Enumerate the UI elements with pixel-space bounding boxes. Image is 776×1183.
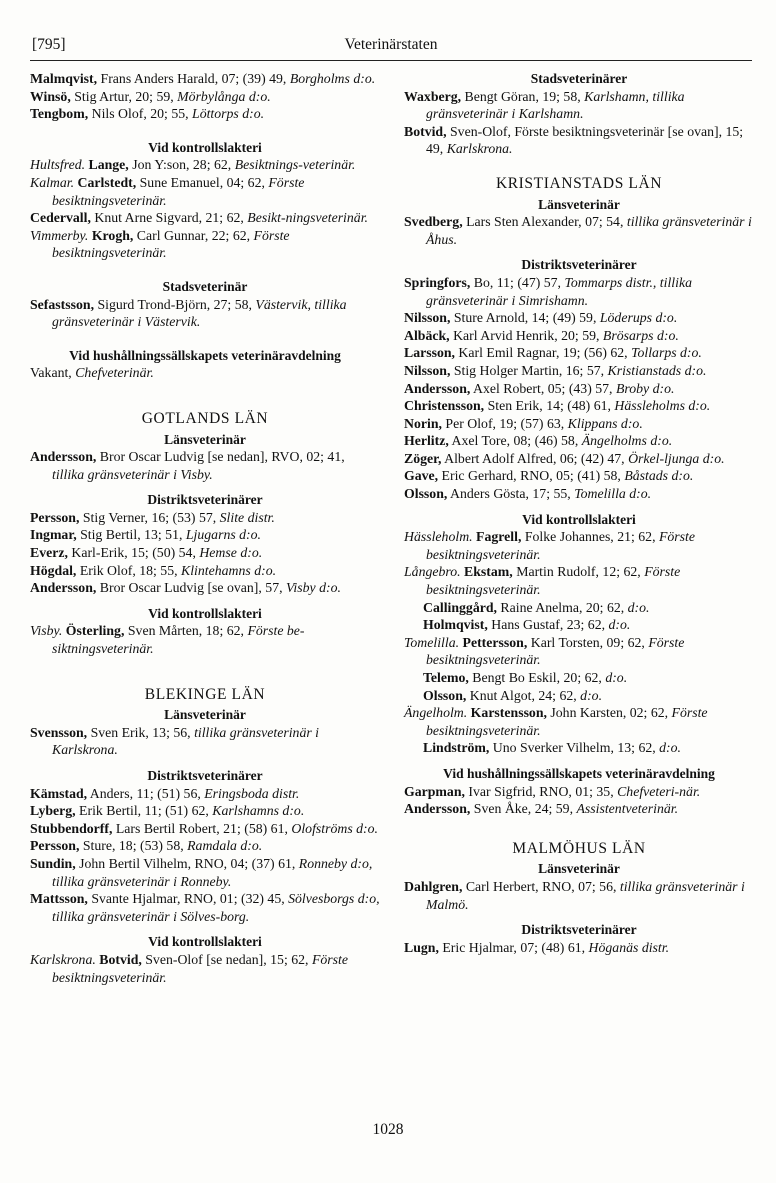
list-item [30,951,380,986]
entry-title: Löttorps d:o. [192,106,265,122]
entry-name: Carlstedt, [74,174,137,190]
entry-name: Andersson, [30,580,97,596]
list-item [404,432,754,450]
entry-details: Sture Arnold, 14; (49) 59, [450,310,600,326]
entry-name: Krogh, [88,227,134,243]
section-heading: Vid kontrollslakteri [148,139,262,155]
entry-title: Båstads d:o. [624,468,694,484]
entry-name: Mattsson, [30,891,88,907]
list-item [404,213,754,248]
gotland-kontroll-list [30,622,380,657]
section-heading: Länsveterinär [538,196,620,212]
entry-title: Förste besiktningsveterinär. [426,634,685,668]
list-item [30,105,380,123]
entry-name: Persson, [30,509,80,525]
list-item [30,174,380,209]
entry-details: Knut Arne Sigvard, 21; 62, [90,210,248,226]
entry-title: Örkel-ljunga d:o. [628,450,725,466]
entry-title: Klintehamns d:o. [181,562,277,578]
entry-name: Lugn, [404,939,439,955]
entry-name: Andersson, [404,801,471,817]
entry-name: Herlitz, [404,433,449,449]
entry-name: Nilsson, [404,362,451,378]
entry-name: Everz, [30,545,68,561]
entry-name: Högdal, [30,562,77,578]
entry-name: Christensson, [404,398,485,414]
list-item [404,467,754,485]
county-heading-blekinge: BLEKINGE LÄN [144,685,266,703]
entry-name: Malmqvist, [30,71,98,86]
list-item [404,783,754,801]
entry-details: Hans Gustaf, 23; 62, [487,617,609,633]
entry-details: Ivar Sigfrid, RNO, 01; 35, [464,783,618,799]
kristianstad-lansveterinar-list [404,213,754,248]
entry-details: Stig Verner, 16; (53) 57, [79,509,220,525]
entry-name: Larsson, [404,345,455,361]
entry-details: John Karsten, 02; 62, [546,705,672,721]
entry-title: tillika gränsveterinär i Åhus. [426,214,752,247]
entry-name: Karstensson, [467,705,547,721]
entry-details: Karl Emil Ragnar, 19; (56) 62, [454,345,632,361]
list-item [30,785,380,803]
entry-name: Garpman, [404,783,465,799]
county-heading-gotland: GOTLANDS LÄN [141,409,269,427]
entry-details: Erik Olof, 18; 55, [76,562,182,578]
entry-name: Stubbendorff, [30,820,113,836]
list-item [404,88,754,123]
entry-details: Nils Olof, 20; 55, [88,106,193,122]
entry-title: Mörbylånga d:o. [177,88,271,104]
blekinge-distrikt-list [30,785,380,926]
entry-name: Telemo, [423,670,469,685]
blekinge-kontroll-list [30,951,380,986]
entry-title: Kristianstads d:o. [607,362,707,378]
entry-details: Stig Holger Martin, 16; 57, [450,362,608,378]
kalmar-stadsveterinar-list [30,296,380,331]
entry-details: Bror Oscar Ludvig [se nedan], RVO, 02; 41, [96,449,345,465]
entry-details: Sven Mårten, 18; 62, [124,623,248,639]
entry-name: Ingmar, [30,527,77,543]
entry-details: Carl Gunnar, 22; 62, [133,227,254,243]
entry-place: Hässleholm. [404,529,473,545]
entry-title: Förste be-siktningsveterinär. [52,623,305,657]
list-item [30,544,380,562]
entry-title: Förste besiktningsveterinär. [426,705,708,738]
section-heading: Länsveterinär [538,861,620,877]
entry-name: Österling, [62,623,125,639]
entry-title: Tollarps d:o. [631,345,702,361]
entry-title: Chefveteri-när. [617,783,701,799]
section-heading: Vid hushållningssällskapets veterinäravdelning [443,765,715,781]
left-column [30,70,380,986]
list-item [30,509,380,527]
entry-title: Karlshamns d:o. [212,803,305,819]
entry-title: Visby d:o. [286,580,341,596]
kalmar-kontrollslakteri-list [30,156,380,262]
entry-name: Botvid, [95,951,142,967]
entry-name: Sundin, [30,855,76,871]
entry-place: Hultsfred. [30,157,86,173]
list-item [30,890,380,925]
entry-name: Andersson, [404,380,471,396]
entry-name: Springfors, [404,274,471,290]
footer-page-number: 1028 [372,1121,404,1138]
list-item [30,296,380,331]
entry-title: Förste besiktningsveterinär. [426,529,696,562]
entry-details: Stig Artur, 20; 59, [70,88,178,104]
entry-title: Hässleholms d:o. [614,398,711,414]
list-item [30,579,380,597]
entry-title: d:o. [580,687,603,703]
entry-details: Eric Gerhard, RNO, 05; (41) 58, [438,468,625,484]
entry-title: Borgholms d:o. [289,71,376,86]
entry-title: Ängelholms d:o. [581,433,673,449]
entry-details: Sven Erik, 13; 56, [87,724,195,740]
entry-name: Gave, [404,468,439,484]
entry-details: Karl Arvid Henrik, 20; 59, [449,327,603,343]
blekinge-lansveterinar-list [30,724,380,759]
entry-details: Eric Hjalmar, 07; (48) 61, [438,939,589,955]
entry-name: Botvid, [404,123,447,139]
entry-details: Anders Gösta, 17; 55, [447,486,575,502]
entry-details: Anders, 11; (51) 56, [87,785,205,801]
list-item [404,634,754,669]
entry-text: Vakant, [30,365,76,381]
entry-place: Karlskrona. [30,951,96,967]
section-heading: Distriktsveterinärer [521,257,637,273]
entry-place: Långebro. [404,564,461,580]
entry-name: Svedberg, [404,214,463,230]
entry-place: Vimmerby. [30,227,89,243]
entry-title: Löderups d:o. [599,310,678,326]
list-item [404,669,754,687]
entry-details: Per Olof, 19; (57) 63, [441,415,568,431]
entry-title: tillika gränsveterinär i Karlskrona. [52,724,319,758]
kristianstad-kontroll-list [404,528,754,757]
entry-details: Sven-Olof, Förste besiktningsveterinär [se ovan], 15; 49, [426,123,744,157]
list-item [404,800,754,818]
entry-title: Ljugarns d:o. [185,527,262,543]
list-item [404,309,754,327]
entry-details: Sven Åke, 24; 59, [470,801,577,817]
list-item [404,939,754,957]
entry-title: Karlskrona. [446,141,513,157]
entry-title: Karlshamn, tillika gränsveterinär i Karlshamn. [426,88,685,122]
list-item [404,616,754,634]
blekinge-stads-list [404,88,754,158]
entry-details: Sigurd Trond-Björn, 27; 58, [94,296,256,312]
list-item [30,622,380,657]
list-item [30,227,380,262]
entry-name: Waxberg, [404,88,462,104]
list-item [404,344,754,362]
entry-details: Uno Sverker Vilhelm, 13; 62, [489,740,660,756]
list-item [30,724,380,759]
entry-details: Axel Robert, 05; (43) 57, [470,380,616,396]
section-heading: Vid kontrollslakteri [522,511,636,527]
right-column [404,70,754,956]
entry-title: Brösarps d:o. [602,327,679,343]
entry-details: Knut Algot, 24; 62, [466,687,581,703]
entry-title: Tommarps distr., tillika gränsveterinär i Simrishamn. [426,274,692,308]
entry-title: Västervik, tillika gränsveterinär i Västervik. [52,296,347,330]
entry-name: Tengbom, [30,106,89,122]
list-item [404,450,754,468]
entry-name: Lindström, [423,740,490,756]
entry-title: Ronneby d:o, tillika gränsveterinär i Ronneby. [52,855,373,889]
entry-name: Callinggård, [423,599,497,615]
entry-name: Svensson, [30,724,88,740]
entry-details: Svante Hjalmar, RNO, 01; (32) 45, [87,891,289,907]
list-item [404,415,754,433]
malmohus-distrikt-list [404,939,754,957]
malmohus-lansveterinar-list [404,878,754,913]
list-item [30,364,380,382]
entry-name: Norin, [404,415,442,431]
entry-details: Carl Herbert, RNO, 07; 56, [462,878,620,894]
entry-details: Sune Emanuel, 04; 62, [136,174,269,190]
list-item [30,448,380,483]
entry-title: Förste besiktningsveterinär. [52,227,290,261]
entry-details: Jon Y:son, 28; 62, [128,157,235,173]
entry-title: Besiktnings-veterinär. [234,157,356,173]
entry-details: Erik Bertil, 11; (51) 62, [75,803,213,819]
entry-title: Chefveterinär. [75,365,154,381]
list-item [404,687,754,705]
section-heading: Stadsveterinär [162,278,248,294]
entry-details: Lars Bertil Robert, 21; (58) 61, [112,820,292,836]
entry-name: Olsson, [423,687,467,703]
entry-details: Lars Sten Alexander, 07; 54, [462,214,627,230]
entry-details: Sten Erik, 14; (48) 61, [484,398,615,414]
section-heading: Vid kontrollslakteri [148,934,262,950]
entry-name: Lyberg, [30,803,76,819]
entry-details: Bo, 11; (47) 57, [470,274,565,290]
list-item [404,704,754,739]
section-heading: Länsveterinär [164,707,246,723]
list-item [30,837,380,855]
list-item [404,485,754,503]
entry-name: Nilsson, [404,310,451,326]
entry-title: Klippans d:o. [567,415,643,431]
entry-name: Kämstad, [30,785,88,801]
kalmar-continued-entries [30,70,380,123]
entry-details: Sven-Olof [se nedan], 15; 62, [141,951,312,967]
entry-name: Holmqvist, [423,617,488,633]
entry-details: Karl Torsten, 09; 62, [527,634,649,650]
list-item [30,156,380,174]
entry-details: Bengt Göran, 19; 58, [461,88,585,104]
list-item [30,88,380,106]
county-heading-malmohus: MALMÖHUS LÄN [512,839,646,857]
entry-title: Olofströms d:o. [291,820,378,836]
section-heading: Stadsveterinärer [530,71,628,86]
section-heading: Vid hushållningssällskapets veterinäravdelning [69,347,341,363]
kristianstad-hush-list [404,783,754,818]
entry-name: Pettersson, [459,634,528,650]
entry-title: tillika gränsveterinär i Malmö. [426,878,745,912]
entry-name: Andersson, [30,449,97,465]
entry-name: Albäck, [404,327,450,343]
gotland-lansveterinar-list [30,448,380,483]
section-heading: Distriktsveterinärer [147,492,263,508]
list-item [30,526,380,544]
entry-name: Lange, [85,157,129,173]
list-item [404,878,754,913]
list-item [404,599,754,617]
list-item [404,327,754,345]
header-page-number: [795] [32,36,66,53]
list-item [404,563,754,598]
list-item [404,739,754,757]
entry-name: Zöger, [404,450,442,466]
entry-title: Förste besiktningsveterinär. [426,564,681,598]
entry-title: Förste besiktningsveterinär. [52,174,305,208]
running-header [30,34,752,61]
section-heading: Distriktsveterinärer [521,922,637,938]
entry-title: d:o. [608,617,631,633]
list-item [404,362,754,380]
entry-details: Raine Anelma, 20; 62, [496,599,628,615]
entry-details: John Bertil Vilhelm, RNO, 04; (37) 61, [75,855,299,871]
list-item [30,209,380,227]
entry-title: tillika gränsveterinär i Visby. [52,466,213,482]
entry-name: Ekstam, [460,564,513,580]
entry-details: Bror Oscar Ludvig [se ovan], 57, [96,580,286,596]
entry-name: Fagrell, [472,529,522,545]
entry-title: Hemse d:o. [199,545,263,561]
entry-details: Albert Adolf Alfred, 06; (42) 47, [441,450,629,466]
entry-details: Frans Anders Harald, 07; (39) 49, [97,71,290,86]
entry-details: Martin Rudolf, 12; 62, [512,564,645,580]
entry-details: Karl-Erik, 15; (50) 54, [67,545,200,561]
list-item [30,562,380,580]
entry-place: Kalmar. [30,174,75,190]
entry-name: Winsö, [30,88,71,104]
list-item [404,274,754,309]
kristianstad-distrikt-list [404,274,754,503]
entry-title: d:o. [627,599,650,615]
entry-title: Ramdala d:o. [187,838,263,854]
list-item [404,528,754,563]
entry-details: Sture, 18; (53) 58, [79,838,188,854]
entry-title: Eringsboda distr. [204,785,300,801]
entry-title: d:o. [605,670,628,685]
entry-place: Visby. [30,623,63,639]
gotland-distrikt-list [30,509,380,597]
list-item [30,802,380,820]
entry-name: Dahlgren, [404,878,463,894]
entry-place: Tomelilla. [404,634,460,650]
header-title: Veterinärstaten [344,36,438,53]
entry-title: Slite distr. [219,509,275,525]
list-item [30,70,380,88]
section-heading: Vid kontrollslakteri [148,605,262,621]
entry-title: Höganäs distr. [588,939,670,955]
entry-title: Broby d:o. [615,380,675,396]
list-item [30,855,380,890]
list-item [404,380,754,398]
list-item [404,123,754,158]
entry-title: Assistentveterinär. [576,801,679,817]
entry-title: Sölvesborgs d:o, tillika gränsveterinär i Sölves-borg. [52,891,380,924]
entry-details: Folke Johannes, 21; 62, [521,529,659,545]
entry-name: Olsson, [404,486,448,502]
entry-title: Förste besiktningsveterinär. [52,951,348,985]
entry-name: Cedervall, [30,210,91,226]
entry-details: Bengt Bo Eskil, 20; 62, [468,670,606,685]
list-item [404,397,754,415]
entry-name: Persson, [30,838,80,854]
county-heading-kristianstad: KRISTIANSTADS LÄN [495,174,663,192]
entry-details: Stig Bertil, 13; 51, [76,527,186,543]
entry-name: Sefastsson, [30,296,95,312]
section-heading: Länsveterinär [164,431,246,447]
section-heading: Distriktsveterinärer [147,768,263,783]
entry-title: Besikt-ningsveterinär. [247,210,368,226]
entry-title: Tomelilla d:o. [574,486,652,502]
entry-details: Axel Tore, 08; (46) 58, [448,433,582,449]
list-item [30,820,380,838]
entry-place: Ängelholm. [404,705,468,721]
entry-title: d:o. [659,740,681,756]
